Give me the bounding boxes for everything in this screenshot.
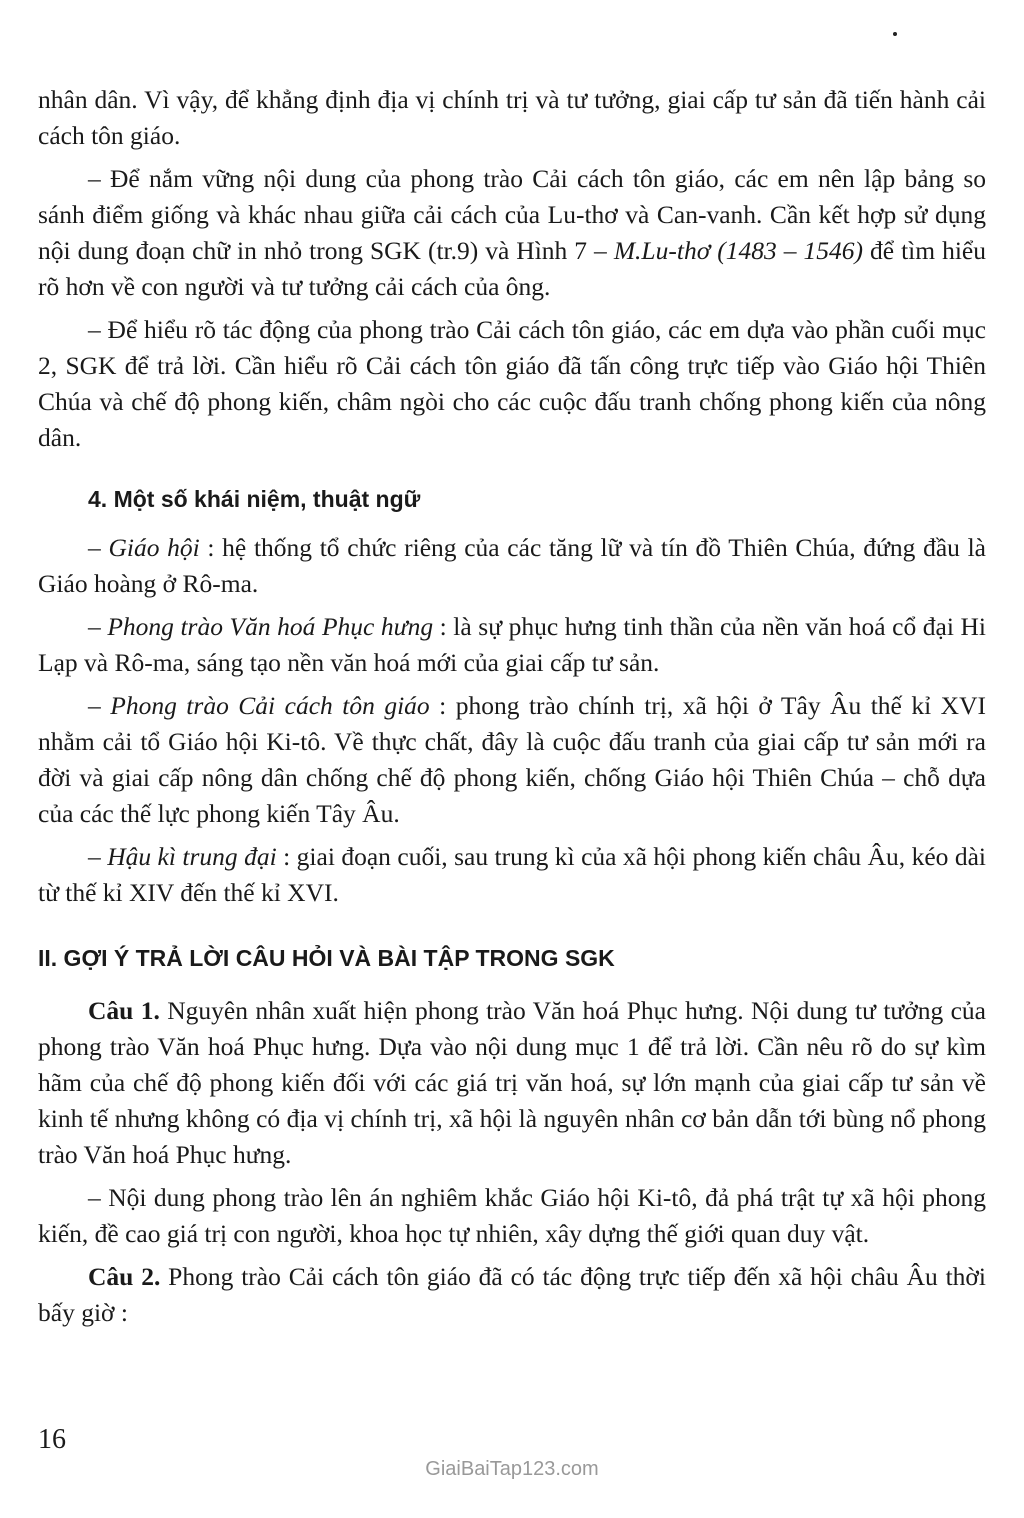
page-body xyxy=(38,82,986,1338)
question-1 xyxy=(38,993,986,1173)
question-1-label: Câu 1. xyxy=(88,996,160,1025)
term-name: – Hậu kì trung đại xyxy=(88,842,277,871)
question-2-label: Câu 2. xyxy=(88,1262,161,1291)
question-1-content: – Nội dung phong trào lên án nghiêm khắc Giáo hội Ki-tô, đả phá trật tự xã hội phong kiến, đề cao giá trị con người, khoa học tự nhiên, xây dựng thế giới quan duy vật. xyxy=(38,1183,986,1248)
term-definition: : hệ thống tổ chức riêng của các tăng lữ và tín đồ Thiên Chúa, đứng đầu là Giáo hoàng ở Rô-ma. xyxy=(38,533,986,598)
ink-dot xyxy=(893,32,897,36)
question-1-text: Nguyên nhân xuất hiện phong trào Văn hoá Phục hưng. Nội dung tư tưởng của phong trào Văn hoá Phục hưng. Dựa vào nội dung mục 1 để trả lời. Cần nêu rõ do sự kìm hãm của chế độ phong kiến đối với các giá trị văn hoá, sự lớn mạnh của giai cấp tư sản về kinh tế nhưng không có địa vị chính trị, xã hội là nguyên nhân cơ bản dẫn tới bùng nổ phong trào Văn hoá Phục hưng. xyxy=(38,996,986,1169)
section-4-heading: 4. Một số khái niệm, thuật ngữ xyxy=(88,486,421,512)
figure-reference: M.Lu-thơ (1483 – 1546) xyxy=(613,236,864,265)
term-definition: : phong trào chính trị, xã hội ở Tây Âu thế kỉ XVI nhằm cải tổ Giáo hội Ki-tô. Về thực chất, đây là cuộc đấu tranh của giai cấp tư sản mới ra đời và giai cấp nông dân chống chế độ phong kiến, chống Giáo hội Thiên Chúa – chỗ dựa của các thế lực phong kiến Tây Âu. xyxy=(38,691,986,828)
paragraph-compare-end: để tìm hiểu rõ hơn về con người và tư tưởng cải cách của ông. xyxy=(38,236,987,301)
section-ii-heading: II. GỢI Ý TRẢ LỜI CÂU HỎI VÀ BÀI TẬP TRONG SGK xyxy=(38,945,615,971)
term-name: – Giáo hội xyxy=(88,533,200,562)
term-item xyxy=(38,609,986,681)
paragraph-compare-text: – Để nắm vững nội dung của phong trào Cải cách tôn giáo, các em nên lập bảng so sánh điểm giống và khác nhau giữa cải cách của Lu-thơ và Can-vanh. Cần kết hợp sử dụng nội dung đoạn chữ in nhỏ trong SGK (tr.9) và Hình 7 – xyxy=(38,164,986,265)
paragraph-intro: nhân dân. Vì vậy, để khẳng định địa vị chính trị và tư tưởng, giai cấp tư sản đã tiến hành cải cách tôn giáo. xyxy=(38,85,986,150)
term-name: – Phong trào Cải cách tôn giáo xyxy=(88,691,430,720)
question-2 xyxy=(38,1259,986,1331)
term-item xyxy=(38,688,986,832)
term-item xyxy=(38,839,986,911)
term-name: – Phong trào Văn hoá Phục hưng xyxy=(88,612,434,641)
term-definition: : giai đoạn cuối, sau trung kì của xã hội phong kiến châu Âu, kéo dài từ thế kỉ XIV đến thế kỉ XVI. xyxy=(38,842,986,907)
page-number: 16 xyxy=(38,1424,66,1455)
question-2-text: Phong trào Cải cách tôn giáo đã có tác động trực tiếp đến xã hội châu Âu thời bấy giờ : xyxy=(38,1262,986,1327)
term-item xyxy=(38,530,986,602)
watermark: GiaiBaiTap123.com xyxy=(425,1458,599,1480)
paragraph-compare xyxy=(38,161,986,305)
paragraph-impact: – Để hiểu rõ tác động của phong trào Cải cách tôn giáo, các em dựa vào phần cuối mục 2, SGK để trả lời. Cần hiểu rõ Cải cách tôn giáo đã tấn công trực tiếp vào Giáo hội Thiên Chúa và chế độ phong kiến, châm ngòi cho các cuộc đấu tranh chống phong kiến của nông dân. xyxy=(38,315,986,452)
term-definition: : là sự phục hưng tinh thần của nền văn hoá cổ đại Hi Lạp và Rô-ma, sáng tạo nền văn hoá mới của giai cấp tư sản. xyxy=(38,612,986,677)
